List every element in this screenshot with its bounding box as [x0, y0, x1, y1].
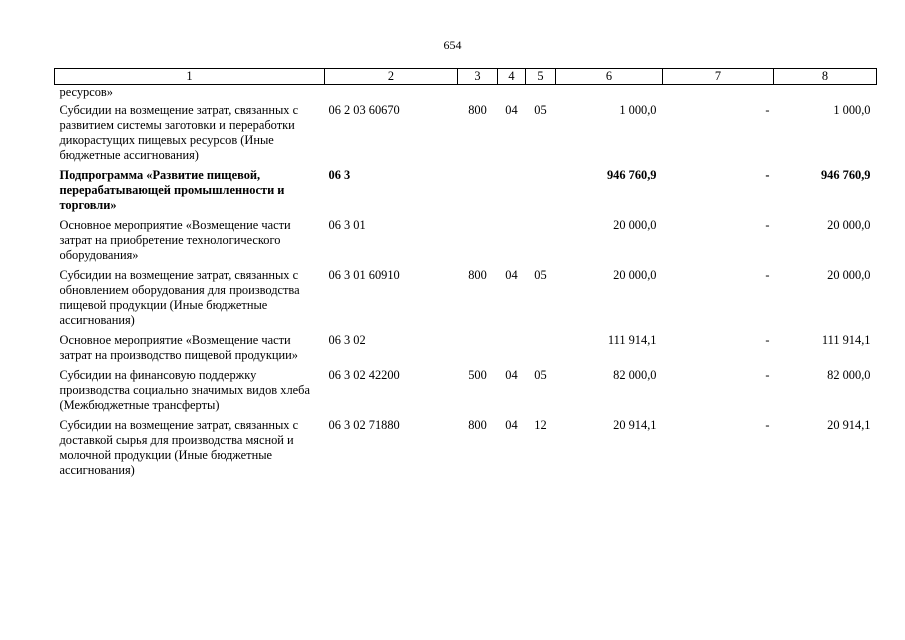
row-vr: 800: [468, 103, 487, 117]
row-change: -: [765, 103, 770, 117]
table-row: [55, 85, 877, 104]
row-pr: [526, 333, 556, 368]
row-pr: [526, 168, 556, 218]
row-amount: 20 000,0: [613, 268, 657, 282]
header-col-7: 7: [663, 69, 774, 85]
row-rz: 04: [505, 418, 518, 432]
row-code: 06 3 01: [328, 218, 366, 232]
row-change: -: [765, 268, 770, 282]
row-rz: [498, 85, 526, 104]
row-pr: [526, 85, 556, 104]
row-total: 1 000,0: [833, 103, 871, 117]
row-vr: [458, 218, 498, 268]
row-amount: 1 000,0: [619, 103, 657, 117]
row-rz: [498, 333, 526, 368]
row-amount: 82 000,0: [613, 368, 657, 382]
header-col-2: 2: [325, 69, 458, 85]
row-name: Субсидии на возмещение затрат, связанных с развитием системы заготовки и переработки дикорастущих пищевых ресурсов (Иные бюджетные ассигнования): [59, 103, 299, 162]
table-body: [55, 85, 877, 484]
row-change: [663, 85, 774, 104]
row-rz: 04: [505, 368, 518, 382]
row-rz: [498, 168, 526, 218]
row-change: -: [765, 333, 770, 347]
header-col-6: 6: [556, 69, 663, 85]
row-name: ресурсов»: [59, 85, 113, 99]
row-rz: 04: [505, 103, 518, 117]
header-col-8: 8: [774, 69, 877, 85]
row-vr: [458, 333, 498, 368]
row-change: -: [765, 368, 770, 382]
row-total: 82 000,0: [827, 368, 871, 382]
row-amount: 20 914,1: [613, 418, 657, 432]
row-code: 06 3 02 42200: [328, 368, 400, 382]
row-rz: [498, 218, 526, 268]
row-code: 06 3 01 60910: [328, 268, 400, 282]
row-total: 20 000,0: [827, 218, 871, 232]
row-pr: 12: [534, 418, 547, 432]
row-pr: 05: [534, 103, 547, 117]
row-pr: 05: [534, 268, 547, 282]
row-amount: 20 000,0: [613, 218, 657, 232]
row-change: -: [765, 418, 770, 432]
row-name: Субсидии на возмещение затрат, связанных с обновлением оборудования для производства пищевой продукции (Иные бюджетные ассигнования): [59, 268, 300, 327]
table-row: [55, 218, 877, 268]
row-amount: [556, 85, 663, 104]
row-rz: 04: [505, 268, 518, 282]
row-vr: 800: [468, 418, 487, 432]
row-total: 111 914,1: [821, 333, 871, 347]
row-name: Субсидии на возмещение затрат, связанных с доставкой сырья для производства мясной и молочной продукции (Иные бюджетные ассигнования): [59, 418, 299, 477]
row-change: -: [765, 218, 770, 232]
header-col-1: 1: [55, 69, 325, 85]
row-total: 20 914,1: [827, 418, 871, 432]
table-row: [55, 333, 877, 368]
row-name: Субсидии на финансовую поддержку производства социально значимых видов хлеба (Межбюджетные трансферты): [59, 368, 310, 412]
row-vr: [458, 85, 498, 104]
row-name: Основное мероприятие «Возмещение части затрат на производство пищевой продукции»: [59, 333, 298, 362]
row-code: 06 3 02 71880: [328, 418, 400, 432]
table-row: [55, 103, 877, 168]
header-col-5: 5: [526, 69, 556, 85]
budget-table: [54, 68, 877, 483]
table-row: [55, 368, 877, 418]
row-name: Подпрограмма «Развитие пищевой, перерабатывающей промышленности и торговли»: [59, 168, 285, 212]
row-total: [774, 85, 877, 104]
row-vr: [458, 168, 498, 218]
row-amount: 946 760,9: [606, 168, 657, 182]
header-col-3: 3: [458, 69, 498, 85]
page-number: 654: [443, 38, 462, 52]
row-code: 06 2 03 60670: [328, 103, 400, 117]
row-total: 946 760,9: [820, 168, 871, 182]
table-row: [55, 268, 877, 333]
table-row: [55, 418, 877, 483]
table-row: [55, 168, 877, 218]
table-header-row: [55, 69, 877, 85]
row-vr: 500: [468, 368, 487, 382]
row-pr: 05: [534, 368, 547, 382]
row-amount: 111 914,1: [607, 333, 657, 347]
row-total: 20 000,0: [827, 268, 871, 282]
row-pr: [526, 218, 556, 268]
row-code: [325, 85, 458, 104]
row-code: 06 3 02: [328, 333, 366, 347]
row-change: -: [765, 168, 770, 182]
row-name: Основное мероприятие «Возмещение части затрат на приобретение технологического оборудования»: [59, 218, 291, 262]
row-code: 06 3: [328, 168, 351, 182]
row-vr: 800: [468, 268, 487, 282]
header-col-4: 4: [498, 69, 526, 85]
